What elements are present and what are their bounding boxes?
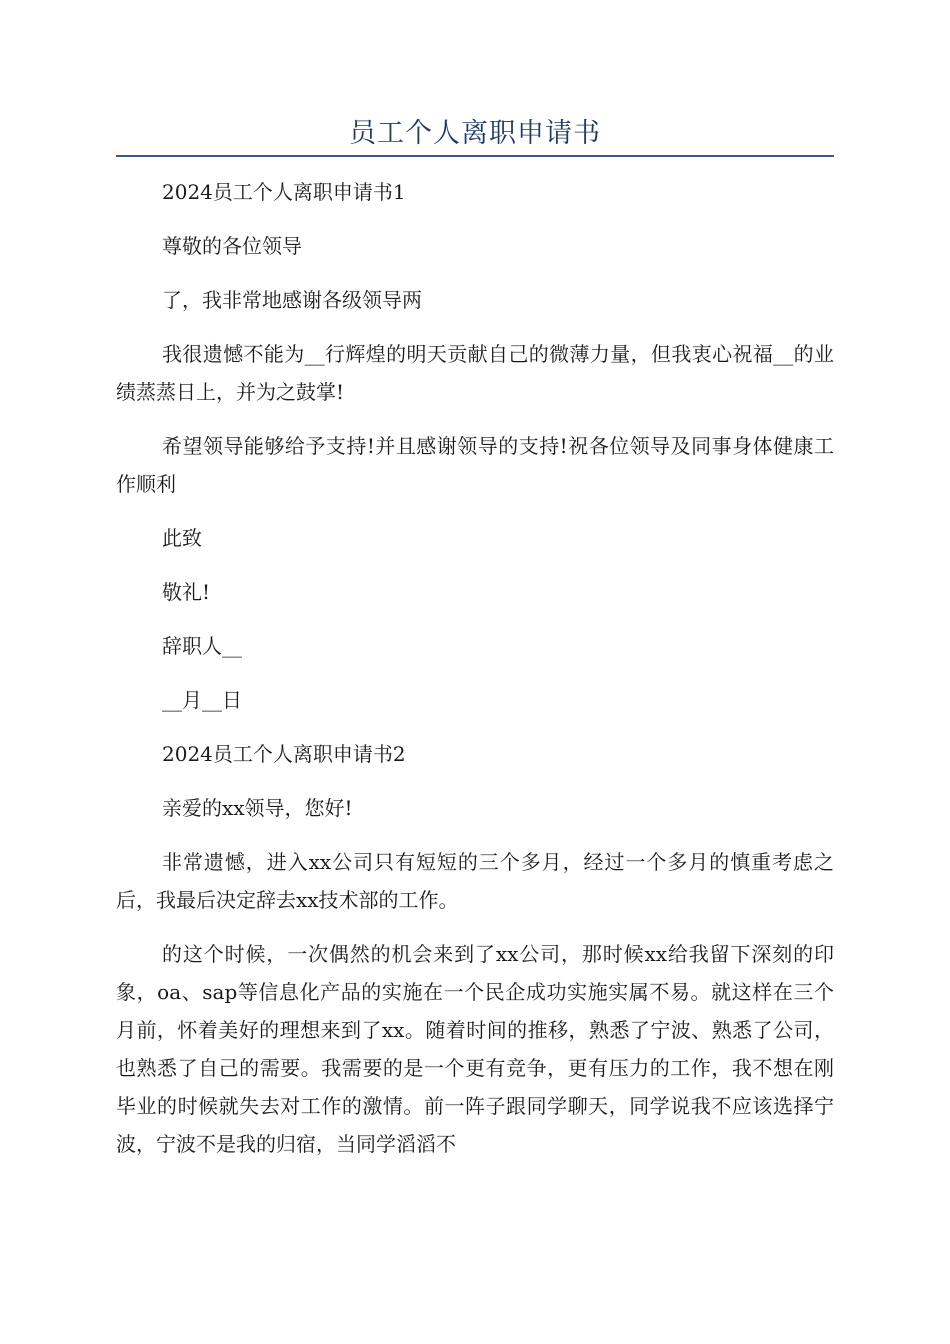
document-page	[116, 0, 834, 1179]
signature-line: 辞职人__	[162, 634, 242, 658]
body-paragraph: 希望领导能够给予支持!并且感谢领导的支持!祝各位领导及同事身体健康工作顺利	[116, 434, 834, 496]
body-paragraph: 的这个时候，一次偶然的机会来到了xx公司，那时候xx给我留下深刻的印象，oa、sap等信息化产品的实施在一个民企成功实施实属不易。就这样在三个月前，怀着美好的理想来到了xx。随着时间的推移，熟悉了宁波、熟悉了公司，也熟悉了自己的需要。我需要的是一个更有竞争，更有压力的工作，我不想在刚毕业的时候就失去对工作的激情。前一阵子跟同学聊天，同学说我不应该选择宁波，宁波不是我的归宿，当同学滔滔不	[116, 942, 834, 1156]
body-paragraph: 我很遗憾不能为__行辉煌的明天贡献自己的微薄力量，但我衷心祝福__的业绩蒸蒸日上，并为之鼓掌!	[116, 342, 834, 404]
section-heading-2: 2024员工个人离职申请书2	[162, 742, 406, 766]
salutation: 尊敬的各位领导	[162, 234, 302, 258]
body-paragraph: 了，我非常地感谢各级领导两	[162, 288, 422, 312]
document-body	[116, 173, 834, 1163]
document-title: 员工个人离职申请书	[349, 118, 601, 149]
date-line: __月__日	[162, 688, 242, 712]
body-paragraph: 非常遗憾，进入xx公司只有短短的三个多月，经过一个多月的慎重考虑之后，我最后决定辞去xx技术部的工作。	[116, 850, 834, 912]
title-underline	[116, 155, 834, 157]
section-heading-1: 2024员工个人离职申请书1	[162, 180, 406, 204]
closing-phrase: 此致	[162, 526, 202, 550]
salutation: 亲爱的xx领导，您好!	[162, 796, 353, 820]
closing-salute: 敬礼!	[162, 580, 211, 604]
